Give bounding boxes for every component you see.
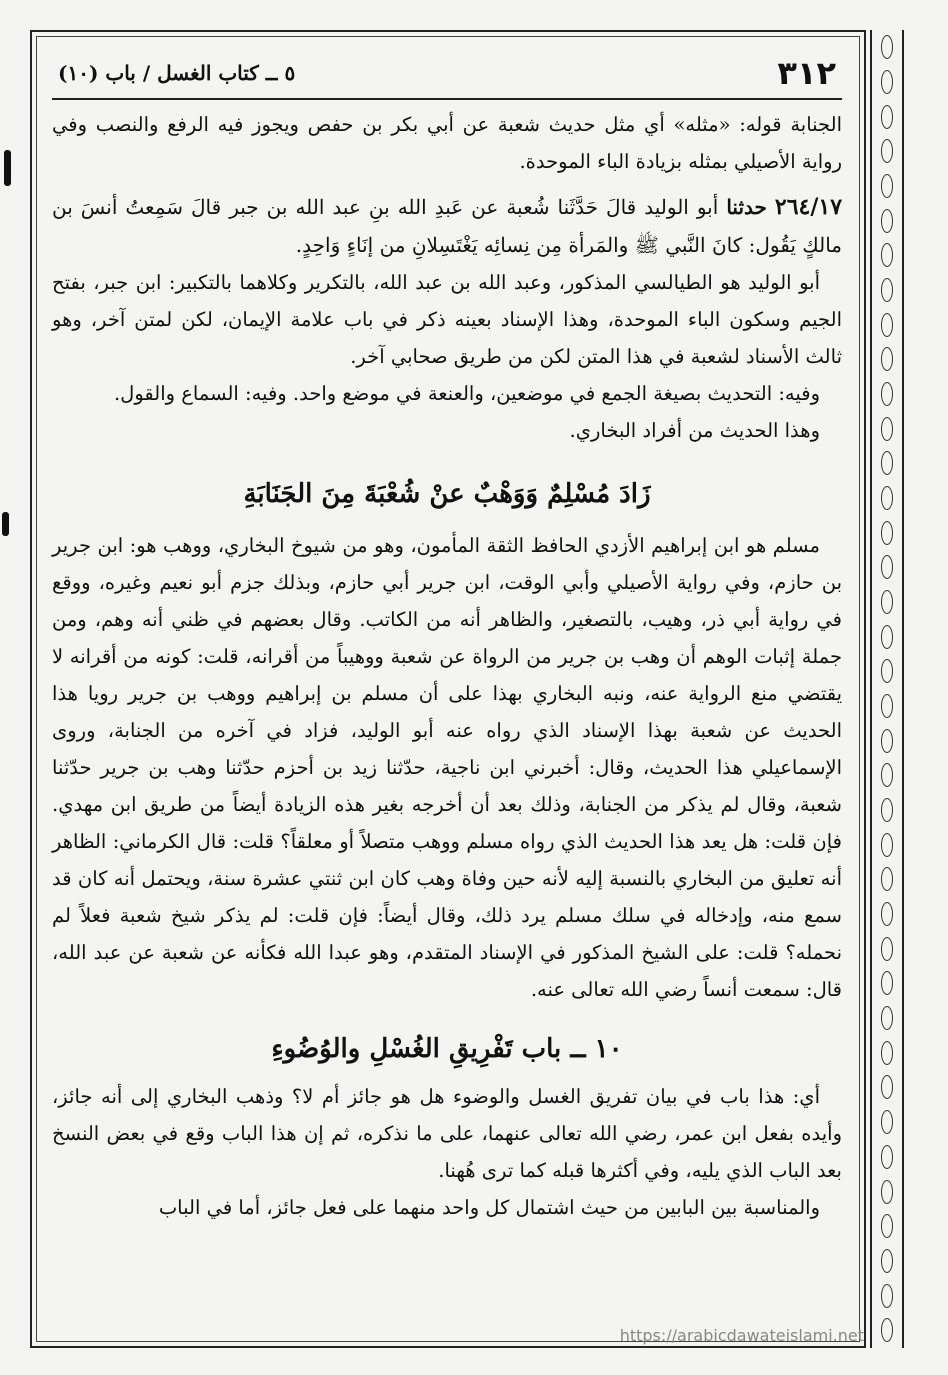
border-ornament xyxy=(881,382,893,406)
border-ornament xyxy=(881,1318,893,1342)
ornamental-margin-border xyxy=(870,30,904,1348)
paragraph-note-afrad: وهذا الحديث من أفراد البخاري. xyxy=(569,419,820,442)
border-ornament xyxy=(881,35,893,59)
paragraph-commentary: الجنابة قوله: «مثله» أي مثل حديث شعبة عن أبي بكر بن حفص ويجوز فيه الرفع والنصب وفي رواية الأصيلي بمثله بزيادة الباء الموحدة. xyxy=(52,113,842,173)
border-ornament xyxy=(881,1041,893,1065)
book-page xyxy=(52,48,842,1338)
site-watermark: https://arabicdawateislami.net xyxy=(619,1326,864,1345)
paragraph-chapter-relation: والمناسبة بين البابين من حيث اشتمال كل واحد منهما على فعل جائز، أما في الباب xyxy=(158,1196,820,1219)
hadith-number: ٢٦٤/١٧ xyxy=(774,194,843,220)
border-ornament xyxy=(881,1075,893,1099)
border-ornament xyxy=(881,659,893,683)
border-ornament xyxy=(881,1249,893,1273)
border-ornament xyxy=(881,347,893,371)
border-ornament xyxy=(881,867,893,891)
border-ornament xyxy=(881,1145,893,1169)
hadith-chain-start: حدثنا xyxy=(726,195,767,219)
border-ornament xyxy=(881,555,893,579)
border-ornament xyxy=(881,1180,893,1204)
running-head: ٥ ــ كتاب الغسل / باب (١٠) xyxy=(58,61,296,85)
border-ornament xyxy=(881,763,893,787)
border-ornament xyxy=(881,1214,893,1238)
paragraph-notes: وفيه: التحديث بصيغة الجمع في موضعين، والعنعة في موضع واحد. وفيه: السماع والقول. xyxy=(113,382,820,405)
chapter-heading: ١٠ ــ باب تَفْرِيقِ الغُسْلِ والوُضُوءِ xyxy=(271,1034,623,1064)
paragraph-narrators: أبو الوليد هو الطيالسي المذكور، وعبد الله بن عبد الله، بالتكرير وكلاهما بالتكبير: ابن جبر، بفتح الجيم وسكون الباء الموحدة، وهذا الإسناد بعينه ذكر في باب علامة الإيمان، لكن لمتن آخر، وهو ثالث الأسناد لشعبة في هذا المتن لكن من طريق صحابي آخر. xyxy=(52,271,842,368)
page-header xyxy=(52,48,842,100)
hadith-paragraph xyxy=(52,188,842,264)
paragraph-chapter-intro: أي: هذا باب في بيان تفريق الغسل والوضوء هل هو جائز أم لا؟ وذهب البخاري إلى أنه جائز، وأيده بفعل ابن عمر، رضي الله تعالى عنهما، على ما نذكره، ثم إن هذا الباب وقع في بعض النسخ بعد الباب الذي يليه، وفي أكثرها قبله كما ترى هُهنا. xyxy=(52,1085,842,1182)
border-ornament xyxy=(881,625,893,649)
hadith-text: أبو الوليد قالَ حَدَّثَنا شُعبة عن عَبدِ الله بنِ عبد الله بن جبر قالَ سَمِعتُ أنسَ بن مالكٍ يَقُول: كانَ النَّبي ﷺ والمَرأة مِن نِسائِه يَغْتَسِلانِ من إنَاءٍ وَاحِدٍ. xyxy=(52,195,842,257)
border-ornament xyxy=(881,486,893,510)
border-ornament xyxy=(881,1284,893,1308)
margin-ink-mark xyxy=(4,150,11,186)
border-ornament xyxy=(881,798,893,822)
border-ornament xyxy=(881,729,893,753)
border-ornament xyxy=(881,209,893,233)
border-ornament xyxy=(881,833,893,857)
paragraph-section-commentary: مسلم هو ابن إبراهيم الأزدي الحافظ الثقة المأمون، وهو من شيوخ البخاري، ووهب هو: ابن جرير بن حازم، وفي رواية الأصيلي وأبي الوقت، ابن جرير أبي حازم، وبذلك جزم أبو نعيم وغيره، ووقع في رواية أبي ذر، وهيب، بالتصغير، والظاهر أنه من الكاتب. وقال بعضهم في ظني أنه وهم، ومن جملة إثبات الوهم أن وهب بن جرير من الرواة عن شعبة ووهيباً من أقرانه، قلت: كونه من أقرانه لا يقتضي منع الرواية عنه، ونبه البخاري بهذا على أن مسلم بن إبراهيم ووهب بن جرير رويا هذا الحديث عن شعبة بهذا الإسناد الذي رواه عنه أبو الوليد، فزاد في آخره من الجنابة، وروى الإسماعيلي هذا الحديث، وقال: أخبرني ابن ناجية، حدّثنا زيد بن أحزم حدّثنا وهب بن جرير حدّثنا شعبة، وقال لم يذكر من الجنابة، وذلك بعد أن أخرجه بغير هذه الزيادة أيضاً من طريق ابن مهدي. فإن قلت: هل يعد هذا الحديث الذي رواه مسلم ووهب متصلاً أو معلقاً؟ قلت: قال الكرماني: الظاهر أنه تعليق من البخاري بالنسبة إليه لأنه حين وفاة وهب كان ابن ثنتي عشرة سنة، ويحتمل أنه كان قد سمع منه، وإدخاله في سلك مسلم يرد ذلك، وقال أيضاً: فإن قلت: لم يذكر شيخ شعبة فعلاً لم نحمله؟ قلت: على الشيخ المذكور في الإسناد المتقدم، وهو عبدا الله فكأنه عن شعبة عن عبد الله، قال: سمعت أنساً رضي الله تعالى عنه. xyxy=(52,534,842,1001)
border-ornament xyxy=(881,243,893,267)
page-number: ٣١٢ xyxy=(777,54,836,92)
section-heading: زَادَ مُسْلِمٌ وَوَهْبٌ عنْ شُعْبَةَ مِنَ الجَنَابَةِ xyxy=(243,479,651,509)
border-ornament xyxy=(881,278,893,302)
border-ornament xyxy=(881,694,893,718)
border-ornament xyxy=(881,1110,893,1134)
border-ornament xyxy=(881,971,893,995)
border-ornament xyxy=(881,417,893,441)
margin-ink-mark xyxy=(2,512,9,536)
border-ornament xyxy=(881,590,893,614)
border-ornament xyxy=(881,313,893,337)
border-ornament xyxy=(881,451,893,475)
border-ornament xyxy=(881,174,893,198)
border-ornament xyxy=(881,1006,893,1030)
border-ornament xyxy=(881,70,893,94)
border-ornament xyxy=(881,902,893,926)
border-ornament xyxy=(881,937,893,961)
border-ornament xyxy=(881,521,893,545)
border-ornament xyxy=(881,139,893,163)
border-ornament xyxy=(881,105,893,129)
